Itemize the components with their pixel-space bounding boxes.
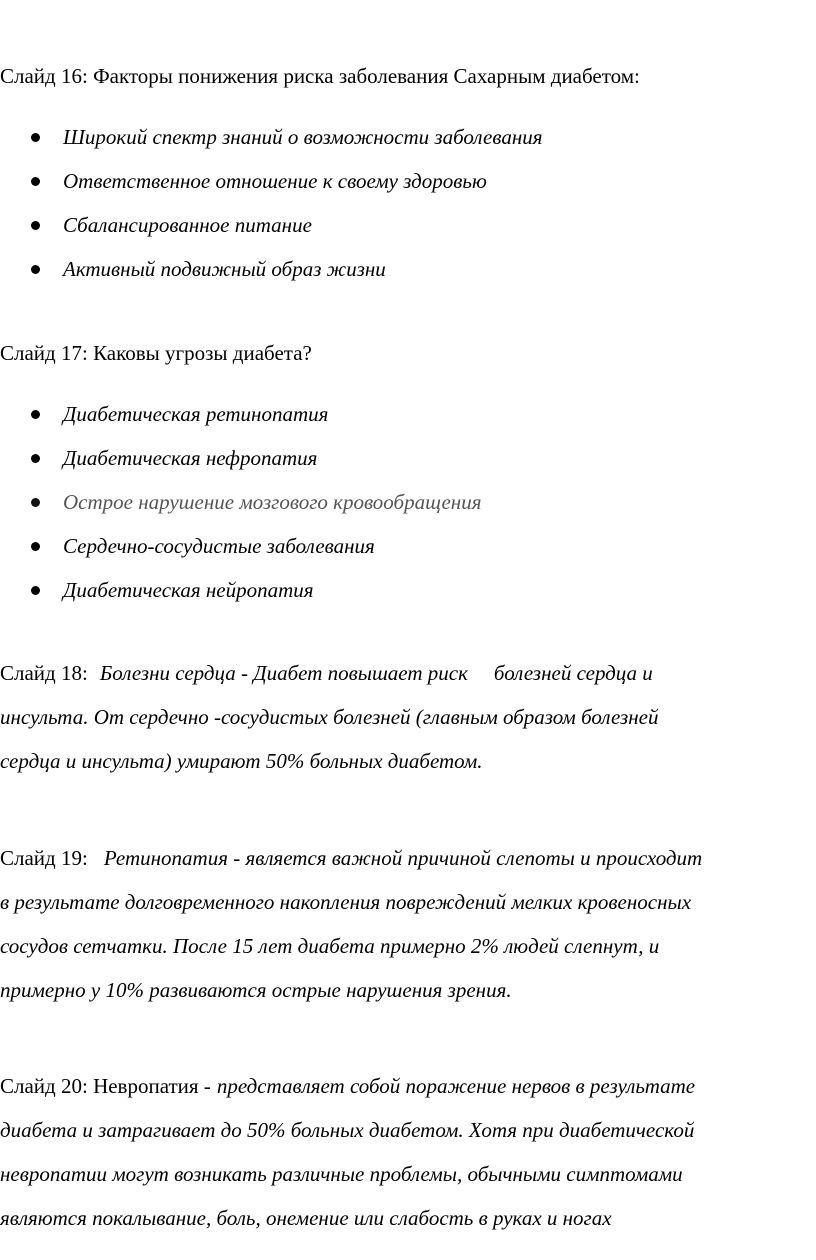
bullet-icon [31,177,40,186]
slide-18-text: Болезни сердца - Диабет повышает риск [99,661,468,685]
paragraph-line [0,836,816,880]
slide-18-text-cont: болезней сердца и [493,661,653,685]
paragraph-line: инсульта. От сердечно -сосудистых болезней (главным образом болезней [0,705,659,729]
slide-20-label: Слайд 20: Невропатия - [0,1074,211,1098]
slide-17-heading: Слайд 17: Каковы угрозы диабета? [0,341,312,365]
paragraph-line: сердца и инсульта) умирают 50% больных диабетом. [0,749,483,773]
paragraph-line [0,651,816,695]
bullet-icon [31,410,40,419]
bullet-icon [31,265,40,274]
paragraph-line: в результате долговременного накопления повреждений мелких кровеносных [0,890,692,914]
slide-20-text: представляет собой поражение нервов в результате [216,1074,696,1098]
bullet-icon [31,454,40,463]
slide-16-heading: Слайд 16: Факторы понижения риска заболевания Сахарным диабетом: [0,64,640,88]
document-page: Слайд 16: Факторы понижения риска заболевания Сахарным диабетом: Широкий спектр знаний о возможности заболевания Ответственное отношение к своему здоровью Сбалансированное питание Активный подвижный образ жизни Слайд 17: Каковы угрозы диабета? Диабетическая ретинопатия Диабетическая нефропатия Острое нарушение мозгового кровообращения Сердечно-сосудистые заболевания Диабетическая нейропатия Слайд 18: Болезни сердца - Диабет повышает риск болезней сердца и инсульта. От сердечно -сосудистых болезней (главным образом болезней сердца и инсульта) умирают 50% больных диабетом. Слайд 19: Ретинопатия - является важной причиной слепоты и происходит в результате долговременного накопления повреждений мелких кровеносных сосудов сетчатки. После 15 лет диабета примерно 2% людей слепнут, и примерно у 10% развиваются острые нарушения зрения. Слайд 20: Невропатия - представляет собой поражение нервов в результате диабета и затрагивает до 50% больных диабетом. Хотя при диабетической невропатии могут возникать различные проблемы, обычными симптомами являются покалывание, боль, онемение или слабость в руках и ногах [0,0,816,1260]
paragraph-line: диабета и затрагивает до 50% больных диабетом. Хотя при диабетической [0,1118,695,1142]
slide-20-paragraph [0,1064,816,1240]
slide-18-label: Слайд 18: [0,661,88,685]
paragraph-line: невропатии могут возникать различные проблемы, обычными симптомами [0,1162,683,1186]
slide-19-text: Ретинопатия - является важной причиной слепоты и происходит [103,846,703,870]
bullet-icon [31,498,40,507]
paragraph-line: сосудов сетчатки. После 15 лет диабета примерно 2% людей слепнут, и [0,934,660,958]
bullet-icon [31,586,40,595]
bullet-icon [31,542,40,551]
bullet-icon [31,221,40,230]
paragraph-line: примерно у 10% развиваются острые нарушения зрения. [0,978,512,1002]
paragraph-line: являются покалывание, боль, онемение или слабость в руках и ногах [0,1206,612,1230]
bullet-icon [31,133,40,142]
slide-19-paragraph [0,836,816,1012]
slide-19-label: Слайд 19: [0,846,88,870]
slide-18-paragraph [0,651,816,783]
paragraph-line [0,1064,816,1108]
